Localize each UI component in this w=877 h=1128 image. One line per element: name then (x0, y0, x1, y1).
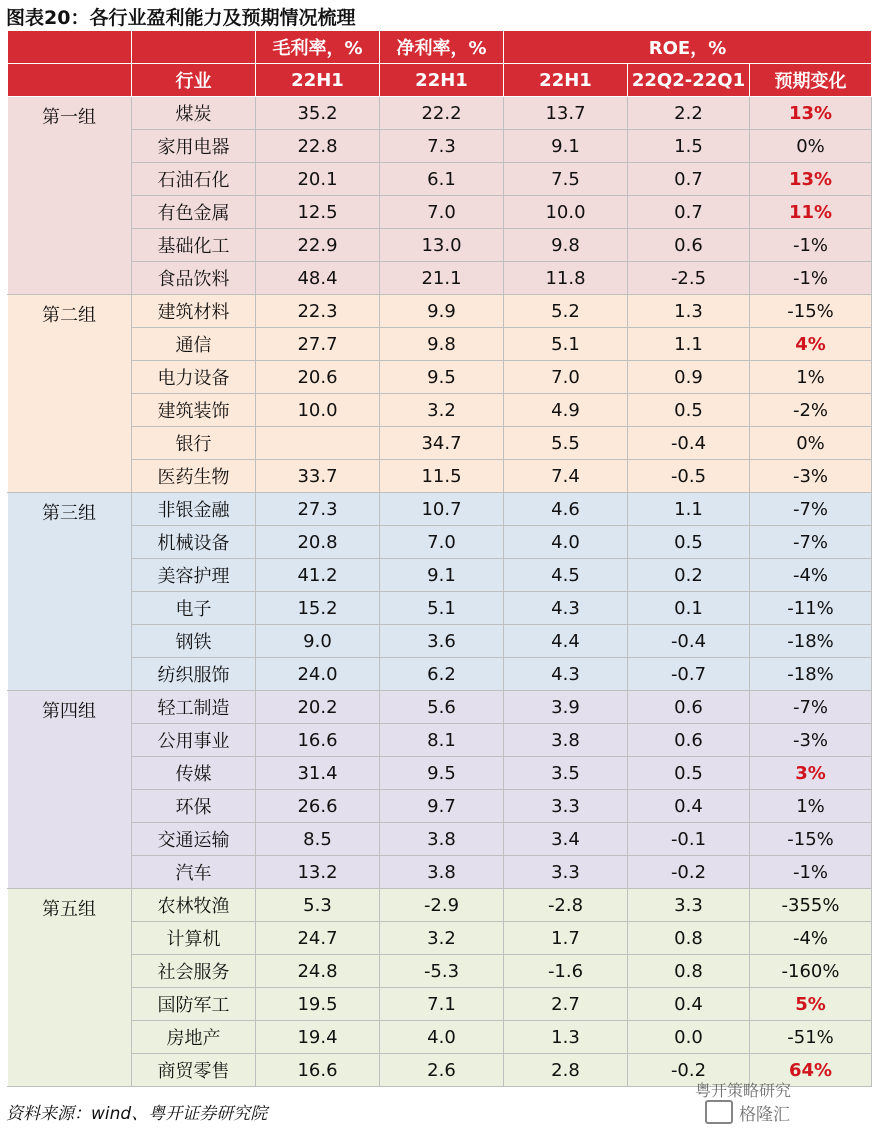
table-row (8, 889, 872, 922)
net-margin-cell: 7.3 (380, 130, 504, 163)
industry-cell: 交通运输 (132, 823, 256, 856)
roe-cell: 4.4 (504, 625, 628, 658)
table-row (8, 361, 872, 394)
industry-cell: 基础化工 (132, 229, 256, 262)
gross-margin-cell: 27.3 (256, 493, 380, 526)
expectation-cell: -2% (750, 394, 872, 427)
gross-margin-cell: 48.4 (256, 262, 380, 295)
gross-margin-cell: 19.4 (256, 1021, 380, 1054)
net-margin-cell: 5.6 (380, 691, 504, 724)
roe-cell: 9.1 (504, 130, 628, 163)
roe-change-cell: -0.4 (628, 625, 750, 658)
industry-cell: 电力设备 (132, 361, 256, 394)
watermark-text: 粤开策略研究 (695, 1081, 792, 1100)
roe-cell: 3.9 (504, 691, 628, 724)
group-label: 第五组 (8, 889, 132, 1087)
industry-cell: 煤炭 (132, 97, 256, 130)
roe-cell: 3.5 (504, 757, 628, 790)
watermark-logo-icon (705, 1100, 733, 1124)
roe-cell: 2.8 (504, 1054, 628, 1087)
roe-cell: 4.3 (504, 592, 628, 625)
expectation-cell: 13% (750, 97, 872, 130)
gross-margin-cell: 24.7 (256, 922, 380, 955)
expectation-cell: -3% (750, 460, 872, 493)
expectation-cell: -1% (750, 229, 872, 262)
roe-cell: 7.5 (504, 163, 628, 196)
expectation-cell: -11% (750, 592, 872, 625)
gross-margin-cell: 9.0 (256, 625, 380, 658)
gross-margin-cell: 15.2 (256, 592, 380, 625)
table-row (8, 493, 872, 526)
table-row (8, 526, 872, 559)
group-label: 第三组 (8, 493, 132, 691)
industry-cell: 医药生物 (132, 460, 256, 493)
gross-margin-cell: 33.7 (256, 460, 380, 493)
gross-margin-cell: 10.0 (256, 394, 380, 427)
watermark (695, 1078, 855, 1125)
gross-margin-cell: 8.5 (256, 823, 380, 856)
roe-cell: 3.3 (504, 856, 628, 889)
table-row (8, 328, 872, 361)
header-row-2 (8, 64, 872, 97)
gross-margin-cell: 20.8 (256, 526, 380, 559)
net-margin-cell: 3.2 (380, 922, 504, 955)
roe-change-cell: -0.2 (628, 856, 750, 889)
table-row (8, 625, 872, 658)
net-margin-cell: 9.1 (380, 559, 504, 592)
gross-margin-cell: 22.9 (256, 229, 380, 262)
industry-cell: 机械设备 (132, 526, 256, 559)
table-row (8, 427, 872, 460)
net-margin-cell: 8.1 (380, 724, 504, 757)
roe-change-cell: -0.7 (628, 658, 750, 691)
net-margin-cell: 6.2 (380, 658, 504, 691)
net-margin-cell: 5.1 (380, 592, 504, 625)
gross-margin-cell: 41.2 (256, 559, 380, 592)
table-row (8, 724, 872, 757)
roe-change-cell: 0.6 (628, 691, 750, 724)
table-row (8, 295, 872, 328)
source-note: 资料来源：wind、粤开证券研究院 (6, 1104, 268, 1124)
net-margin-cell: 9.8 (380, 328, 504, 361)
industry-cell: 汽车 (132, 856, 256, 889)
roe-change-cell: 1.1 (628, 493, 750, 526)
roe-change-cell: -0.5 (628, 460, 750, 493)
expectation-cell: 13% (750, 163, 872, 196)
roe-change-cell: -0.1 (628, 823, 750, 856)
table-row (8, 988, 872, 1021)
roe-change-cell: 0.5 (628, 526, 750, 559)
header-period: 22H1 (504, 64, 628, 97)
header-roe-change: 22Q2-22Q1 (628, 64, 750, 97)
roe-change-cell: 1.3 (628, 295, 750, 328)
roe-change-cell: 0.8 (628, 922, 750, 955)
table-row (8, 1021, 872, 1054)
figure-title: 图表20：各行业盈利能力及预期情况梳理 (6, 7, 356, 29)
table-row (8, 262, 872, 295)
roe-cell: 1.3 (504, 1021, 628, 1054)
roe-change-cell: 0.6 (628, 724, 750, 757)
roe-change-cell: 0.5 (628, 757, 750, 790)
expectation-cell: -7% (750, 691, 872, 724)
watermark-brand: 格隆汇 (739, 1105, 790, 1125)
gross-margin-cell: 24.0 (256, 658, 380, 691)
gross-margin-cell: 12.5 (256, 196, 380, 229)
expectation-cell: -18% (750, 625, 872, 658)
industry-cell: 计算机 (132, 922, 256, 955)
header-blank (8, 64, 132, 97)
roe-cell: 10.0 (504, 196, 628, 229)
net-margin-cell: -5.3 (380, 955, 504, 988)
roe-cell: 13.7 (504, 97, 628, 130)
roe-change-cell: 0.6 (628, 229, 750, 262)
expectation-cell: -3% (750, 724, 872, 757)
net-margin-cell: 7.1 (380, 988, 504, 1021)
table-row (8, 955, 872, 988)
group-label: 第一组 (8, 97, 132, 295)
table-row (8, 130, 872, 163)
roe-cell: 4.5 (504, 559, 628, 592)
gross-margin-cell: 16.6 (256, 724, 380, 757)
roe-change-cell: -0.4 (628, 427, 750, 460)
net-margin-cell: 3.6 (380, 625, 504, 658)
roe-change-cell: 0.2 (628, 559, 750, 592)
net-margin-cell: 13.0 (380, 229, 504, 262)
roe-cell: 9.8 (504, 229, 628, 262)
table-row (8, 97, 872, 130)
net-margin-cell: 10.7 (380, 493, 504, 526)
expectation-cell: -15% (750, 295, 872, 328)
expectation-cell: 1% (750, 361, 872, 394)
industry-cell: 环保 (132, 790, 256, 823)
roe-cell: 3.4 (504, 823, 628, 856)
roe-change-cell: -0.2 (628, 1054, 750, 1087)
expectation-cell: 64% (750, 1054, 872, 1087)
roe-cell: -2.8 (504, 889, 628, 922)
roe-change-cell: 0.7 (628, 163, 750, 196)
expectation-cell: -1% (750, 856, 872, 889)
gross-margin-cell: 20.6 (256, 361, 380, 394)
table-body (8, 97, 872, 1087)
table-row (8, 823, 872, 856)
industry-profitability-table (7, 30, 872, 1087)
industry-cell: 轻工制造 (132, 691, 256, 724)
table-row (8, 229, 872, 262)
expectation-cell: 11% (750, 196, 872, 229)
roe-change-cell: 2.2 (628, 97, 750, 130)
industry-cell: 美容护理 (132, 559, 256, 592)
roe-cell: 4.0 (504, 526, 628, 559)
net-margin-cell: 3.8 (380, 856, 504, 889)
net-margin-cell: 2.6 (380, 1054, 504, 1087)
gross-margin-cell: 35.2 (256, 97, 380, 130)
expectation-cell: -4% (750, 559, 872, 592)
gross-margin-cell: 5.3 (256, 889, 380, 922)
net-margin-cell: 34.7 (380, 427, 504, 460)
expectation-cell: -7% (750, 526, 872, 559)
header-gross-margin: 毛利率，% (256, 31, 380, 64)
roe-change-cell: 0.9 (628, 361, 750, 394)
roe-cell: 3.3 (504, 790, 628, 823)
net-margin-cell: 11.5 (380, 460, 504, 493)
industry-cell: 社会服务 (132, 955, 256, 988)
expectation-cell: 1% (750, 790, 872, 823)
roe-cell: 5.5 (504, 427, 628, 460)
net-margin-cell: 7.0 (380, 196, 504, 229)
gross-margin-cell: 22.3 (256, 295, 380, 328)
gross-margin-cell: 24.8 (256, 955, 380, 988)
industry-cell: 电子 (132, 592, 256, 625)
roe-cell: 4.9 (504, 394, 628, 427)
expectation-cell: -18% (750, 658, 872, 691)
industry-cell: 建筑材料 (132, 295, 256, 328)
gross-margin-cell: 27.7 (256, 328, 380, 361)
header-expectation-change: 预期变化 (750, 64, 872, 97)
gross-margin-cell (256, 427, 380, 460)
roe-change-cell: 0.4 (628, 988, 750, 1021)
industry-cell: 公用事业 (132, 724, 256, 757)
gross-margin-cell: 26.6 (256, 790, 380, 823)
net-margin-cell: 7.0 (380, 526, 504, 559)
industry-cell: 有色金属 (132, 196, 256, 229)
roe-change-cell: 0.4 (628, 790, 750, 823)
net-margin-cell: -2.9 (380, 889, 504, 922)
expectation-cell: -355% (750, 889, 872, 922)
roe-change-cell: 0.8 (628, 955, 750, 988)
roe-change-cell: -2.5 (628, 262, 750, 295)
roe-cell: 3.8 (504, 724, 628, 757)
roe-cell: 4.3 (504, 658, 628, 691)
gross-margin-cell: 20.1 (256, 163, 380, 196)
roe-change-cell: 0.5 (628, 394, 750, 427)
expectation-cell: -15% (750, 823, 872, 856)
industry-cell: 通信 (132, 328, 256, 361)
expectation-cell: 3% (750, 757, 872, 790)
expectation-cell: 0% (750, 427, 872, 460)
industry-cell: 食品饮料 (132, 262, 256, 295)
roe-change-cell: 1.5 (628, 130, 750, 163)
industry-cell: 银行 (132, 427, 256, 460)
header-industry: 行业 (132, 64, 256, 97)
gross-margin-cell: 19.5 (256, 988, 380, 1021)
roe-change-cell: 3.3 (628, 889, 750, 922)
industry-cell: 国防军工 (132, 988, 256, 1021)
net-margin-cell: 4.0 (380, 1021, 504, 1054)
net-margin-cell: 9.5 (380, 757, 504, 790)
table-row (8, 460, 872, 493)
roe-cell: 4.6 (504, 493, 628, 526)
roe-change-cell: 1.1 (628, 328, 750, 361)
industry-cell: 非银金融 (132, 493, 256, 526)
table-row (8, 394, 872, 427)
table-row (8, 163, 872, 196)
expectation-cell: -7% (750, 493, 872, 526)
net-margin-cell: 9.7 (380, 790, 504, 823)
table-row (8, 790, 872, 823)
industry-cell: 农林牧渔 (132, 889, 256, 922)
industry-cell: 家用电器 (132, 130, 256, 163)
roe-cell: 5.2 (504, 295, 628, 328)
roe-cell: 5.1 (504, 328, 628, 361)
header-net-margin: 净利率，% (380, 31, 504, 64)
roe-cell: 11.8 (504, 262, 628, 295)
header-period: 22H1 (256, 64, 380, 97)
table-row (8, 856, 872, 889)
table-row (8, 922, 872, 955)
industry-cell: 房地产 (132, 1021, 256, 1054)
expectation-cell: 5% (750, 988, 872, 1021)
net-margin-cell: 21.1 (380, 262, 504, 295)
industry-cell: 纺织服饰 (132, 658, 256, 691)
header-period: 22H1 (380, 64, 504, 97)
expectation-cell: -4% (750, 922, 872, 955)
table-row (8, 757, 872, 790)
table-row (8, 691, 872, 724)
expectation-cell: -1% (750, 262, 872, 295)
net-margin-cell: 3.2 (380, 394, 504, 427)
roe-change-cell: 0.7 (628, 196, 750, 229)
roe-cell: 2.7 (504, 988, 628, 1021)
expectation-cell: -160% (750, 955, 872, 988)
expectation-cell: -51% (750, 1021, 872, 1054)
group-label: 第二组 (8, 295, 132, 493)
header-blank (132, 31, 256, 64)
gross-margin-cell: 16.6 (256, 1054, 380, 1087)
gross-margin-cell: 20.2 (256, 691, 380, 724)
roe-cell: 7.4 (504, 460, 628, 493)
header-blank (8, 31, 132, 64)
net-margin-cell: 9.5 (380, 361, 504, 394)
group-label: 第四组 (8, 691, 132, 889)
expectation-cell: 0% (750, 130, 872, 163)
roe-change-cell: 0.0 (628, 1021, 750, 1054)
net-margin-cell: 3.8 (380, 823, 504, 856)
gross-margin-cell: 22.8 (256, 130, 380, 163)
roe-cell: 7.0 (504, 361, 628, 394)
net-margin-cell: 6.1 (380, 163, 504, 196)
roe-change-cell: 0.1 (628, 592, 750, 625)
net-margin-cell: 9.9 (380, 295, 504, 328)
industry-cell: 商贸零售 (132, 1054, 256, 1087)
industry-cell: 传媒 (132, 757, 256, 790)
table-row (8, 592, 872, 625)
industry-cell: 建筑装饰 (132, 394, 256, 427)
roe-cell: -1.6 (504, 955, 628, 988)
gross-margin-cell: 31.4 (256, 757, 380, 790)
gross-margin-cell: 13.2 (256, 856, 380, 889)
expectation-cell: 4% (750, 328, 872, 361)
industry-cell: 钢铁 (132, 625, 256, 658)
table-row (8, 196, 872, 229)
table-row (8, 559, 872, 592)
industry-cell: 石油石化 (132, 163, 256, 196)
roe-cell: 1.7 (504, 922, 628, 955)
header-row-1 (8, 31, 872, 64)
header-roe: ROE，% (504, 31, 872, 64)
net-margin-cell: 22.2 (380, 97, 504, 130)
table-row (8, 658, 872, 691)
